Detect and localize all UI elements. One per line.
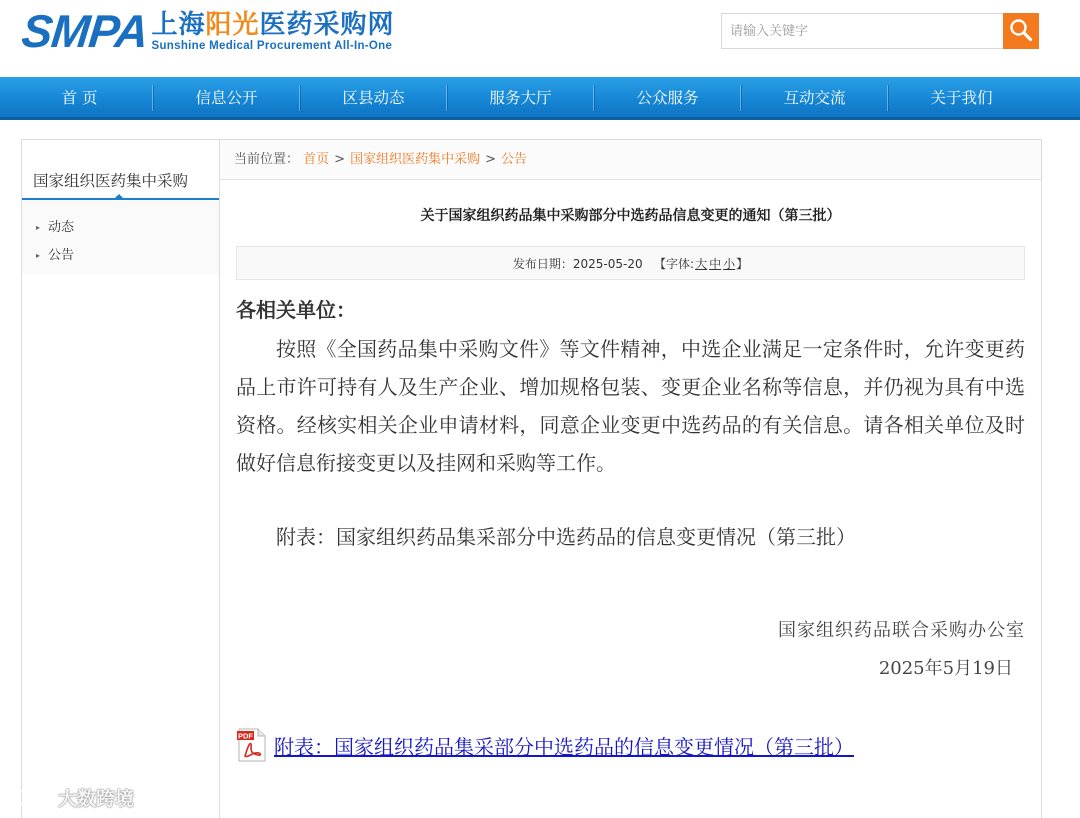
- breadcrumb-separator: >: [485, 152, 496, 167]
- article-paragraph: 按照《全国药品集中采购文件》等文件精神，中选企业满足一定条件时，允许变更药品上市许可持有人及生产企业、增加规格包装、变更企业名称等信息，并仍视为具有中选资格。经核实相关企业申请材料，同意企业变更中选药品的有关信息。请各相关单位及时做好信息衔接变更以及挂网和采购等工作。: [236, 337, 1025, 475]
- attachment: [236, 728, 1025, 762]
- site-header: [0, 0, 1080, 77]
- nav-item-about-us[interactable]: 关于我们: [930, 89, 993, 107]
- font-size-label: 【字体:: [654, 257, 695, 271]
- breadcrumb-home[interactable]: 首页: [303, 152, 330, 167]
- search-icon: [1008, 17, 1034, 46]
- bullet-arrow-icon: ▸: [36, 251, 41, 260]
- search-input[interactable]: [721, 13, 1003, 49]
- site-logo[interactable]: [19, 5, 395, 58]
- breadcrumb-current[interactable]: 公告: [501, 152, 528, 167]
- nav-item-service-hall[interactable]: 服务大厅: [447, 77, 594, 117]
- font-size-small[interactable]: 小: [723, 257, 736, 271]
- logo-chinese-name: 上海阳光医药采购网: [151, 10, 395, 40]
- search-bar: [721, 13, 1039, 49]
- main-content: [220, 140, 1041, 818]
- font-size-label-close: 】: [736, 257, 749, 271]
- sidebar-item-news[interactable]: [22, 214, 219, 242]
- article-annex-note: 附表：国家组织药品集采部分中选药品的信息变更情况（第三批）: [276, 525, 856, 549]
- svg-text:PDF: PDF: [238, 731, 253, 741]
- nav-item-interaction[interactable]: 互动交流: [741, 77, 888, 117]
- search-button[interactable]: [1003, 13, 1039, 49]
- sidebar-title: 国家组织医药集中采购: [22, 140, 219, 200]
- nav-item-info-disclosure[interactable]: 信息公开: [153, 77, 300, 117]
- breadcrumb-category[interactable]: 国家组织医药集中采购: [350, 152, 481, 167]
- breadcrumb-prefix: 当前位置：: [234, 152, 300, 167]
- watermark-text: 大数跨境: [58, 788, 135, 810]
- sidebar-item-announcement[interactable]: [22, 242, 219, 270]
- pdf-icon: [236, 728, 268, 762]
- attachment-link[interactable]: 附表：国家组织药品集采部分中选药品的信息变更情况（第三批）: [274, 734, 854, 759]
- breadcrumb-separator: >: [334, 152, 346, 167]
- logo-english-name: Sunshine Medical Procurement All-In-One: [151, 40, 393, 52]
- signature-organization: 国家组织药品联合采购办公室: [778, 620, 1025, 641]
- sidebar-item-label: 公告: [48, 248, 75, 263]
- article-meta: [236, 246, 1025, 280]
- sidebar-item-label: 动态: [48, 220, 75, 235]
- sidebar: [22, 140, 220, 818]
- breadcrumb: [220, 140, 1041, 180]
- article-body: [220, 294, 1041, 762]
- logo-mark: SMPA: [19, 5, 151, 57]
- publish-date: 发布日期：2025-05-20: [512, 257, 643, 271]
- nav-item-district-news[interactable]: 区县动态: [300, 77, 447, 117]
- content-frame: [21, 139, 1042, 818]
- main-nav: [0, 77, 1080, 120]
- watermark-logo-icon: [10, 785, 54, 811]
- sidebar-list: [22, 200, 219, 274]
- logo-text: [152, 10, 395, 53]
- font-size-large[interactable]: 大: [695, 257, 708, 271]
- bullet-arrow-icon: ▸: [36, 223, 41, 232]
- nav-item-home[interactable]: 首 页: [6, 77, 153, 117]
- nav-item-public-service[interactable]: 公众服务: [594, 77, 741, 117]
- sidebar-title-caret: [114, 194, 124, 199]
- font-size-medium[interactable]: 中: [709, 257, 722, 271]
- watermark: [10, 784, 134, 811]
- signature-date: 2025年5月19日: [878, 658, 1013, 679]
- article-title: 关于国家组织药品集中采购部分中选药品信息变更的通知（第三批）: [420, 208, 841, 224]
- article-greeting: 各相关单位：: [236, 298, 356, 322]
